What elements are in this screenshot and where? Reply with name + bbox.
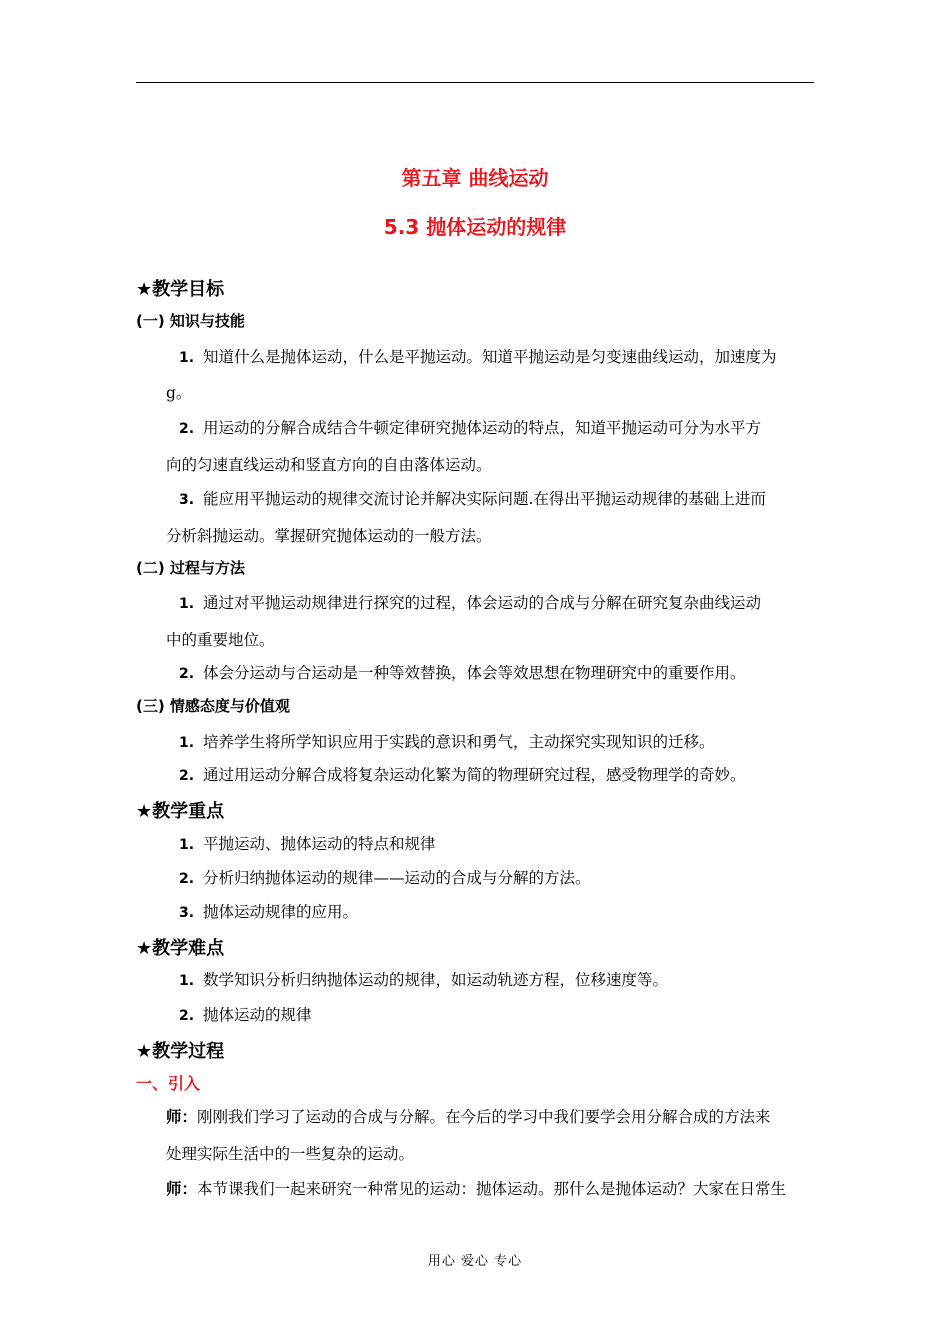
paragraph-continuation: 处理实际生活中的一些复杂的运动。: [166, 1145, 415, 1163]
list-item: 2. 通过用运动分解合成将复杂运动化繁为简的物理研究过程，感受物理学的奇妙。: [179, 766, 746, 784]
list-item: 1. 知道什么是抛体运动，什么是平抛运动。知道平抛运动是匀变速曲线运动，加速度为: [179, 348, 777, 366]
list-item: 1. 通过对平抛运动规律进行探究的过程，体会运动的合成与分解在研究复杂曲线运动: [179, 594, 762, 612]
list-item: 3. 抛体运动规律的应用。: [179, 903, 359, 921]
header-rule: [136, 82, 814, 83]
page-footer: 用心 爱心 专心: [427, 1254, 523, 1269]
list-item: 1. 培养学生将所学知识应用于实践的意识和勇气，主动探究实现知识的迁移。: [179, 733, 715, 751]
list-item: 2. 分析归纳抛体运动的规律——运动的合成与分解的方法。: [179, 869, 591, 887]
list-item-continuation: 分析斜抛运动。掌握研究抛体运动的一般方法。: [166, 527, 492, 545]
list-item: 3. 能应用平抛运动的规律交流讨论并解决实际问题.在得出平抛运动规律的基础上进而: [179, 490, 766, 508]
list-item: 2. 用运动的分解合成结合牛顿定律研究抛体运动的特点，知道平抛运动可分为水平方: [179, 419, 762, 437]
keypoints-heading: ★教学重点: [136, 801, 225, 822]
paragraph: 师：本节课我们一起来研究一种常见的运动：抛体运动。那什么是抛体运动？大家在日常生: [166, 1180, 787, 1198]
list-item-continuation: 向的匀速直线运动和竖直方向的自由落体运动。: [166, 456, 492, 474]
attitude-values-heading: (三) 情感态度与价值观: [136, 697, 290, 715]
difficulties-heading: ★教学难点: [136, 938, 225, 959]
list-item: 1. 平抛运动、抛体运动的特点和规律: [179, 835, 436, 853]
paragraph: 师：刚刚我们学习了运动的合成与分解。在今后的学习中我们要学会用分解合成的方法来: [166, 1108, 771, 1126]
list-item: 2. 抛体运动的规律: [179, 1006, 312, 1024]
chapter-title: 第五章 曲线运动: [401, 166, 549, 190]
list-item-continuation: 中的重要地位。: [166, 631, 275, 649]
knowledge-skills-heading: (一) 知识与技能: [136, 312, 245, 330]
list-item: 2. 体会分运动与合运动是一种等效替换，体会等效思想在物理研究中的重要作用。: [179, 664, 746, 682]
intro-heading: 一、引入: [136, 1074, 201, 1093]
process-heading: ★教学过程: [136, 1041, 225, 1062]
objectives-heading: ★教学目标: [136, 279, 225, 300]
process-methods-heading: (二) 过程与方法: [136, 559, 245, 577]
list-item-continuation: g。: [166, 384, 192, 402]
list-item: 1. 数学知识分析归纳抛体运动的规律，如运动轨迹方程，位移速度等。: [179, 971, 669, 989]
section-title: 5.3 抛体运动的规律: [383, 215, 567, 239]
